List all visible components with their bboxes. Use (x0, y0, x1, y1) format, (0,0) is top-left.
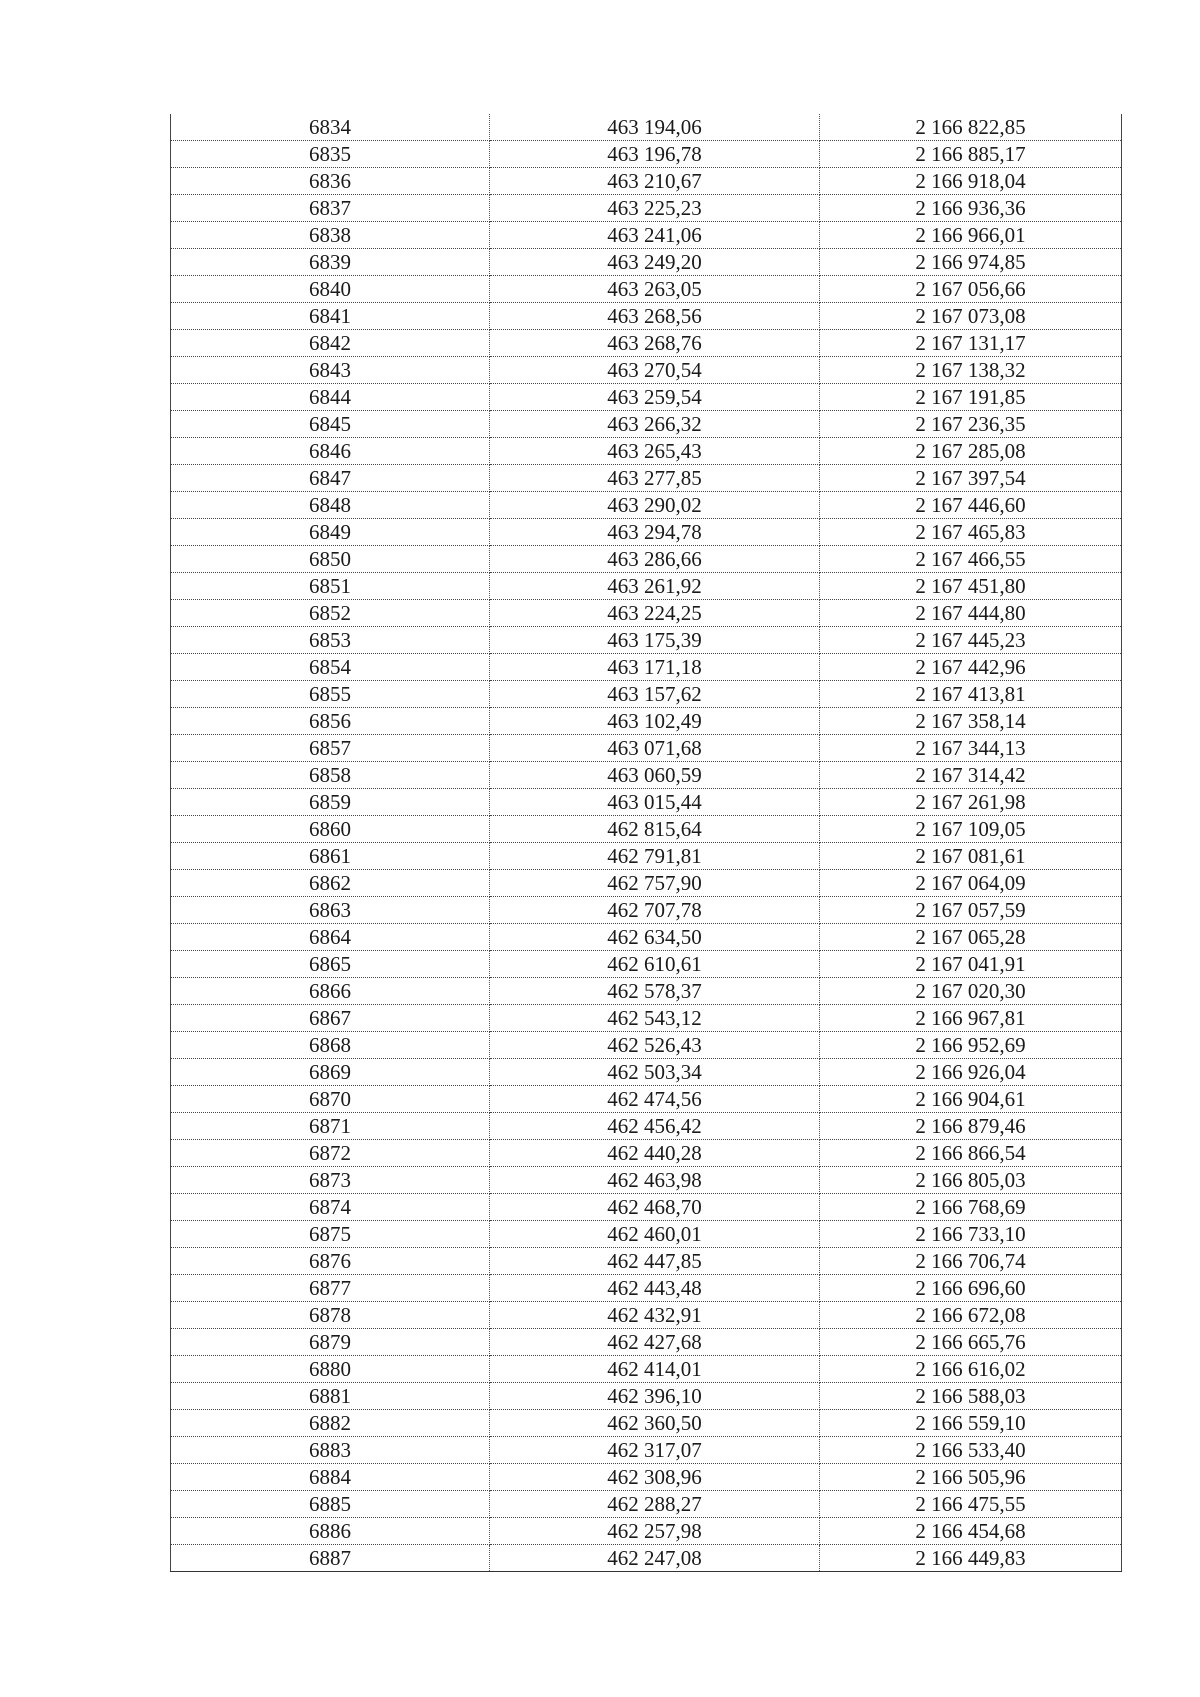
table-row (171, 600, 1122, 627)
y-coordinate-cell: 2 166 805,03 (820, 1167, 1122, 1194)
table-row (171, 897, 1122, 924)
point-number-cell: 6867 (171, 1005, 490, 1032)
x-coordinate-cell: 463 157,62 (490, 681, 820, 708)
table-row (171, 870, 1122, 897)
x-coordinate-cell: 463 263,05 (490, 276, 820, 303)
y-coordinate-cell: 2 166 706,74 (820, 1248, 1122, 1275)
y-coordinate-cell: 2 166 926,04 (820, 1059, 1122, 1086)
y-coordinate-cell: 2 167 444,80 (820, 600, 1122, 627)
y-coordinate-cell: 2 166 672,08 (820, 1302, 1122, 1329)
x-coordinate-cell: 463 224,25 (490, 600, 820, 627)
x-coordinate-cell: 463 210,67 (490, 168, 820, 195)
point-number-cell: 6861 (171, 843, 490, 870)
x-coordinate-cell: 463 175,39 (490, 627, 820, 654)
table-row (171, 1491, 1122, 1518)
point-number-cell: 6858 (171, 762, 490, 789)
point-number-cell: 6887 (171, 1545, 490, 1572)
table-row (171, 1221, 1122, 1248)
point-number-cell: 6847 (171, 465, 490, 492)
point-number-cell: 6885 (171, 1491, 490, 1518)
point-number-cell: 6873 (171, 1167, 490, 1194)
table-row (171, 951, 1122, 978)
y-coordinate-cell: 2 167 191,85 (820, 384, 1122, 411)
y-coordinate-cell: 2 166 696,60 (820, 1275, 1122, 1302)
table-row (171, 330, 1122, 357)
point-number-cell: 6854 (171, 654, 490, 681)
y-coordinate-cell: 2 166 936,36 (820, 195, 1122, 222)
x-coordinate-cell: 463 259,54 (490, 384, 820, 411)
y-coordinate-cell: 2 167 358,14 (820, 708, 1122, 735)
point-number-cell: 6869 (171, 1059, 490, 1086)
x-coordinate-cell: 463 225,23 (490, 195, 820, 222)
x-coordinate-cell: 462 707,78 (490, 897, 820, 924)
table-row (171, 195, 1122, 222)
x-coordinate-cell: 463 261,92 (490, 573, 820, 600)
table-row (171, 816, 1122, 843)
y-coordinate-cell: 2 167 056,66 (820, 276, 1122, 303)
point-number-cell: 6845 (171, 411, 490, 438)
y-coordinate-cell: 2 166 885,17 (820, 141, 1122, 168)
x-coordinate-cell: 463 241,06 (490, 222, 820, 249)
y-coordinate-cell: 2 166 952,69 (820, 1032, 1122, 1059)
y-coordinate-cell: 2 167 064,09 (820, 870, 1122, 897)
table-row (171, 573, 1122, 600)
table-row (171, 1302, 1122, 1329)
point-number-cell: 6876 (171, 1248, 490, 1275)
table-row (171, 1464, 1122, 1491)
x-coordinate-cell: 462 468,70 (490, 1194, 820, 1221)
table-row (171, 627, 1122, 654)
point-number-cell: 6850 (171, 546, 490, 573)
y-coordinate-cell: 2 167 446,60 (820, 492, 1122, 519)
point-number-cell: 6880 (171, 1356, 490, 1383)
x-coordinate-cell: 462 414,01 (490, 1356, 820, 1383)
x-coordinate-cell: 462 543,12 (490, 1005, 820, 1032)
table-row (171, 789, 1122, 816)
point-number-cell: 6863 (171, 897, 490, 924)
x-coordinate-cell: 462 791,81 (490, 843, 820, 870)
point-number-cell: 6868 (171, 1032, 490, 1059)
table-row (171, 114, 1122, 141)
table-row (171, 843, 1122, 870)
point-number-cell: 6842 (171, 330, 490, 357)
point-number-cell: 6874 (171, 1194, 490, 1221)
y-coordinate-cell: 2 167 065,28 (820, 924, 1122, 951)
x-coordinate-cell: 462 447,85 (490, 1248, 820, 1275)
table-row (171, 1194, 1122, 1221)
y-coordinate-cell: 2 166 967,81 (820, 1005, 1122, 1032)
table-row (171, 357, 1122, 384)
point-number-cell: 6884 (171, 1464, 490, 1491)
point-number-cell: 6864 (171, 924, 490, 951)
point-number-cell: 6853 (171, 627, 490, 654)
y-coordinate-cell: 2 166 918,04 (820, 168, 1122, 195)
point-number-cell: 6849 (171, 519, 490, 546)
table-row (171, 1410, 1122, 1437)
table-row (171, 141, 1122, 168)
y-coordinate-cell: 2 166 533,40 (820, 1437, 1122, 1464)
point-number-cell: 6844 (171, 384, 490, 411)
point-number-cell: 6860 (171, 816, 490, 843)
point-number-cell: 6872 (171, 1140, 490, 1167)
x-coordinate-cell: 463 171,18 (490, 654, 820, 681)
table-row (171, 681, 1122, 708)
x-coordinate-cell: 462 474,56 (490, 1086, 820, 1113)
x-coordinate-cell: 463 277,85 (490, 465, 820, 492)
point-number-cell: 6886 (171, 1518, 490, 1545)
y-coordinate-cell: 2 167 285,08 (820, 438, 1122, 465)
y-coordinate-cell: 2 166 904,61 (820, 1086, 1122, 1113)
y-coordinate-cell: 2 166 879,46 (820, 1113, 1122, 1140)
table-row (171, 411, 1122, 438)
y-coordinate-cell: 2 166 588,03 (820, 1383, 1122, 1410)
x-coordinate-cell: 462 396,10 (490, 1383, 820, 1410)
table-row (171, 492, 1122, 519)
table-row (171, 222, 1122, 249)
point-number-cell: 6883 (171, 1437, 490, 1464)
table-row (171, 1248, 1122, 1275)
table-row (171, 1059, 1122, 1086)
point-number-cell: 6882 (171, 1410, 490, 1437)
y-coordinate-cell: 2 166 449,83 (820, 1545, 1122, 1572)
y-coordinate-cell: 2 167 314,42 (820, 762, 1122, 789)
table-row (171, 1356, 1122, 1383)
x-coordinate-cell: 462 757,90 (490, 870, 820, 897)
table-row (171, 249, 1122, 276)
x-coordinate-cell: 462 578,37 (490, 978, 820, 1005)
x-coordinate-cell: 462 610,61 (490, 951, 820, 978)
y-coordinate-cell: 2 167 397,54 (820, 465, 1122, 492)
y-coordinate-cell: 2 166 616,02 (820, 1356, 1122, 1383)
x-coordinate-cell: 463 290,02 (490, 492, 820, 519)
point-number-cell: 6843 (171, 357, 490, 384)
x-coordinate-cell: 462 427,68 (490, 1329, 820, 1356)
x-coordinate-cell: 462 257,98 (490, 1518, 820, 1545)
x-coordinate-cell: 462 440,28 (490, 1140, 820, 1167)
table-row (171, 708, 1122, 735)
point-number-cell: 6839 (171, 249, 490, 276)
table-row (171, 465, 1122, 492)
y-coordinate-cell: 2 166 454,68 (820, 1518, 1122, 1545)
x-coordinate-cell: 463 102,49 (490, 708, 820, 735)
table-row (171, 1437, 1122, 1464)
table-row (171, 735, 1122, 762)
point-number-cell: 6835 (171, 141, 490, 168)
table-row (171, 978, 1122, 1005)
y-coordinate-cell: 2 167 442,96 (820, 654, 1122, 681)
y-coordinate-cell: 2 167 261,98 (820, 789, 1122, 816)
point-number-cell: 6881 (171, 1383, 490, 1410)
point-number-cell: 6852 (171, 600, 490, 627)
point-number-cell: 6862 (171, 870, 490, 897)
x-coordinate-cell: 463 294,78 (490, 519, 820, 546)
y-coordinate-cell: 2 167 041,91 (820, 951, 1122, 978)
y-coordinate-cell: 2 167 131,17 (820, 330, 1122, 357)
point-number-cell: 6851 (171, 573, 490, 600)
table-row (171, 1086, 1122, 1113)
point-number-cell: 6834 (171, 114, 490, 141)
x-coordinate-cell: 462 360,50 (490, 1410, 820, 1437)
point-number-cell: 6838 (171, 222, 490, 249)
point-number-cell: 6846 (171, 438, 490, 465)
table-row (171, 762, 1122, 789)
y-coordinate-cell: 2 167 236,35 (820, 411, 1122, 438)
point-number-cell: 6841 (171, 303, 490, 330)
point-number-cell: 6855 (171, 681, 490, 708)
point-number-cell: 6877 (171, 1275, 490, 1302)
y-coordinate-cell: 2 167 020,30 (820, 978, 1122, 1005)
y-coordinate-cell: 2 167 413,81 (820, 681, 1122, 708)
table-row (171, 1005, 1122, 1032)
x-coordinate-cell: 463 196,78 (490, 141, 820, 168)
y-coordinate-cell: 2 167 081,61 (820, 843, 1122, 870)
x-coordinate-cell: 463 015,44 (490, 789, 820, 816)
table-row (171, 1032, 1122, 1059)
y-coordinate-cell: 2 167 138,32 (820, 357, 1122, 384)
y-coordinate-cell: 2 166 559,10 (820, 1410, 1122, 1437)
table-row (171, 1383, 1122, 1410)
y-coordinate-cell: 2 167 465,83 (820, 519, 1122, 546)
table-row (171, 1113, 1122, 1140)
x-coordinate-cell: 463 266,32 (490, 411, 820, 438)
table-row (171, 303, 1122, 330)
point-number-cell: 6878 (171, 1302, 490, 1329)
table-row (171, 519, 1122, 546)
x-coordinate-cell: 462 815,64 (490, 816, 820, 843)
x-coordinate-cell: 463 265,43 (490, 438, 820, 465)
x-coordinate-cell: 462 526,43 (490, 1032, 820, 1059)
point-number-cell: 6840 (171, 276, 490, 303)
y-coordinate-cell: 2 166 475,55 (820, 1491, 1122, 1518)
y-coordinate-cell: 2 166 966,01 (820, 222, 1122, 249)
x-coordinate-cell: 463 268,56 (490, 303, 820, 330)
y-coordinate-cell: 2 166 665,76 (820, 1329, 1122, 1356)
x-coordinate-cell: 462 308,96 (490, 1464, 820, 1491)
table-row (171, 1329, 1122, 1356)
point-number-cell: 6837 (171, 195, 490, 222)
point-number-cell: 6871 (171, 1113, 490, 1140)
x-coordinate-cell: 462 432,91 (490, 1302, 820, 1329)
table-row (171, 924, 1122, 951)
table-row (171, 546, 1122, 573)
table-row (171, 1518, 1122, 1545)
table-row (171, 654, 1122, 681)
y-coordinate-cell: 2 167 057,59 (820, 897, 1122, 924)
table-row (171, 168, 1122, 195)
x-coordinate-cell: 463 060,59 (490, 762, 820, 789)
y-coordinate-cell: 2 167 445,23 (820, 627, 1122, 654)
point-number-cell: 6859 (171, 789, 490, 816)
y-coordinate-cell: 2 167 466,55 (820, 546, 1122, 573)
y-coordinate-cell: 2 167 344,13 (820, 735, 1122, 762)
point-number-cell: 6865 (171, 951, 490, 978)
table-row (171, 276, 1122, 303)
y-coordinate-cell: 2 167 073,08 (820, 303, 1122, 330)
x-coordinate-cell: 462 247,08 (490, 1545, 820, 1572)
y-coordinate-cell: 2 167 109,05 (820, 816, 1122, 843)
coordinates-table (170, 114, 1122, 1572)
x-coordinate-cell: 463 270,54 (490, 357, 820, 384)
point-number-cell: 6848 (171, 492, 490, 519)
point-number-cell: 6857 (171, 735, 490, 762)
y-coordinate-cell: 2 166 822,85 (820, 114, 1122, 141)
table-row (171, 1140, 1122, 1167)
point-number-cell: 6836 (171, 168, 490, 195)
table-row (171, 384, 1122, 411)
x-coordinate-cell: 462 463,98 (490, 1167, 820, 1194)
table-row (171, 1167, 1122, 1194)
x-coordinate-cell: 462 634,50 (490, 924, 820, 951)
point-number-cell: 6866 (171, 978, 490, 1005)
x-coordinate-cell: 462 288,27 (490, 1491, 820, 1518)
x-coordinate-cell: 463 071,68 (490, 735, 820, 762)
x-coordinate-cell: 462 317,07 (490, 1437, 820, 1464)
x-coordinate-cell: 462 503,34 (490, 1059, 820, 1086)
y-coordinate-cell: 2 166 768,69 (820, 1194, 1122, 1221)
point-number-cell: 6875 (171, 1221, 490, 1248)
y-coordinate-cell: 2 166 866,54 (820, 1140, 1122, 1167)
y-coordinate-cell: 2 166 733,10 (820, 1221, 1122, 1248)
x-coordinate-cell: 462 443,48 (490, 1275, 820, 1302)
x-coordinate-cell: 463 268,76 (490, 330, 820, 357)
x-coordinate-cell: 463 249,20 (490, 249, 820, 276)
x-coordinate-cell: 462 456,42 (490, 1113, 820, 1140)
x-coordinate-cell: 463 194,06 (490, 114, 820, 141)
table-row (171, 438, 1122, 465)
y-coordinate-cell: 2 167 451,80 (820, 573, 1122, 600)
point-number-cell: 6870 (171, 1086, 490, 1113)
table-row (171, 1545, 1122, 1572)
coordinates-table-body (171, 114, 1122, 1572)
table-row (171, 1275, 1122, 1302)
point-number-cell: 6879 (171, 1329, 490, 1356)
y-coordinate-cell: 2 166 505,96 (820, 1464, 1122, 1491)
x-coordinate-cell: 462 460,01 (490, 1221, 820, 1248)
point-number-cell: 6856 (171, 708, 490, 735)
x-coordinate-cell: 463 286,66 (490, 546, 820, 573)
y-coordinate-cell: 2 166 974,85 (820, 249, 1122, 276)
